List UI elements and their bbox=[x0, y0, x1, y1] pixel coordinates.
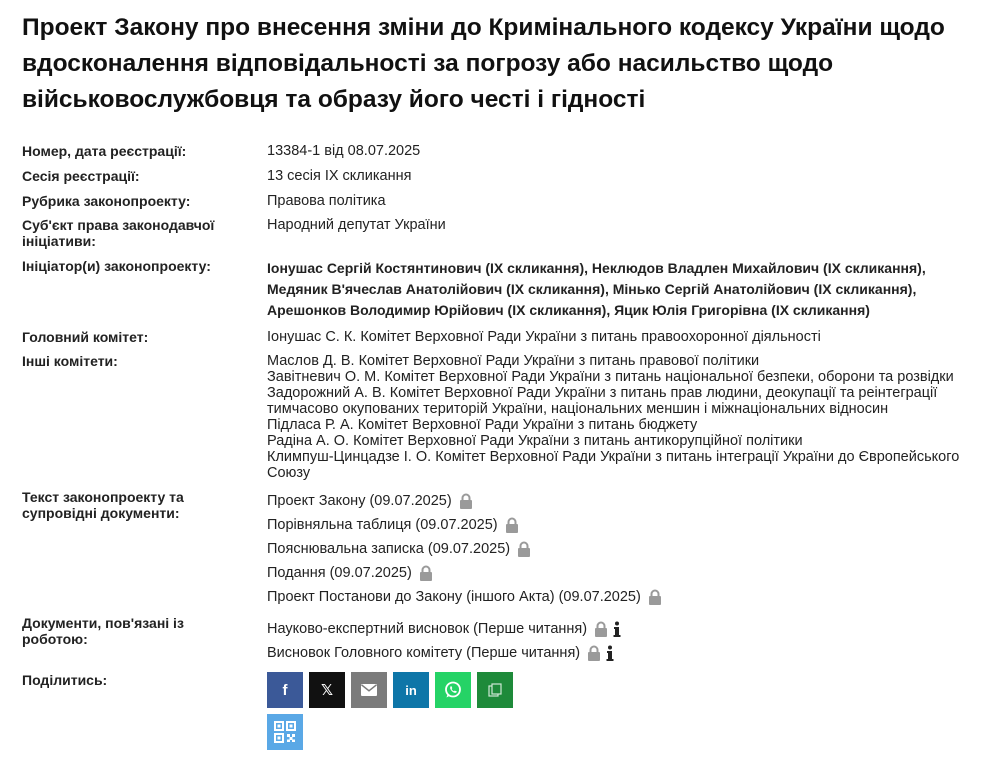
field-initiators-value[interactable]: Іонушас Сергій Костянтинович (IX скликання), Неклюдов Владлен Михайлович (IX скликання), Медяник В'ячеслав Анатолійович (IX скликання), Мінько Сергій Анатолійович (IX скликання), Арешонков Володимир Юрійович (IX скликання), Яцик Юлія Григорівна (IX скликання) bbox=[267, 260, 926, 318]
committee-item: Радіна А. О. Комітет Верховної Ради України з питань антикорупційної політики bbox=[267, 433, 803, 449]
doc-item[interactable] bbox=[267, 489, 987, 513]
related-item-label[interactable]: Висновок Головного комітету (Перше читання) bbox=[267, 645, 581, 661]
lock-icon bbox=[517, 541, 531, 557]
committee-item: Задорожний А. В. Комітет Верховної Ради України з питань прав людини, деокупації та реінтеграції тимчасово окупованих територій України, національних меншин і міжнаціональних відносин bbox=[267, 385, 938, 417]
mail-icon bbox=[361, 684, 377, 696]
doc-item-label[interactable]: Пояснювальна записка (09.07.2025) bbox=[267, 541, 511, 557]
lock-icon bbox=[594, 621, 608, 637]
doc-item[interactable] bbox=[267, 513, 987, 537]
related-list bbox=[267, 617, 987, 665]
field-rubric-value: Правова політика bbox=[267, 193, 386, 209]
qr-code-icon bbox=[274, 721, 296, 743]
related-item[interactable] bbox=[267, 617, 987, 641]
share-whatsapp-button[interactable] bbox=[435, 672, 471, 708]
lock-icon bbox=[505, 517, 519, 533]
field-main-committee-label: Головний комітет: bbox=[22, 329, 149, 345]
field-main-committee-value: Іонушас С. К. Комітет Верховної Ради України з питань правоохоронної діяльності bbox=[267, 329, 821, 345]
doc-item[interactable] bbox=[267, 585, 987, 609]
share-email-button[interactable] bbox=[351, 672, 387, 708]
field-session-label: Сесія реєстрації: bbox=[22, 168, 140, 184]
facebook-icon: f bbox=[282, 681, 288, 699]
field-rubric-label: Рубрика законопроекту: bbox=[22, 193, 191, 209]
share-qr-button[interactable] bbox=[267, 714, 303, 750]
texts-list bbox=[267, 489, 987, 609]
field-subject-value: Народний депутат України bbox=[267, 217, 446, 233]
related-item-label[interactable]: Науково-експертний висновок (Перше читання) bbox=[267, 621, 588, 637]
field-share-label: Поділитись: bbox=[22, 672, 108, 688]
doc-item-label[interactable]: Подання (09.07.2025) bbox=[267, 565, 412, 581]
field-related-label: Документи, пов'язані із роботою: bbox=[22, 615, 184, 647]
committee-item: Маслов Д. В. Комітет Верховної Ради України з питань правової політики bbox=[267, 353, 760, 369]
share-copy-button[interactable] bbox=[477, 672, 513, 708]
page-title: Проект Закону про внесення зміни до Кримінального кодексу України щодо вдосконалення відповідальності за погрозу або насильство щодо військовослужбовця та образу його честі і гідності bbox=[22, 14, 945, 113]
lock-icon bbox=[459, 493, 473, 509]
share-buttons bbox=[267, 672, 513, 708]
info-icon[interactable] bbox=[606, 645, 614, 661]
field-texts-label: Текст законопроекту та супровідні документи: bbox=[22, 489, 184, 521]
info-icon[interactable] bbox=[613, 621, 621, 637]
linkedin-icon: in bbox=[405, 682, 417, 698]
field-subject-label: Суб'єкт права законодавчої ініціативи: bbox=[22, 217, 215, 249]
related-item[interactable] bbox=[267, 641, 987, 665]
committee-item: Климпуш-Цинцадзе І. О. Комітет Верховної Ради України з питань інтеграції України до Європейського Союзу bbox=[267, 449, 960, 481]
copy-icon bbox=[488, 683, 502, 697]
whatsapp-icon bbox=[444, 681, 462, 699]
other-committees-list bbox=[267, 353, 967, 481]
doc-item[interactable] bbox=[267, 561, 987, 585]
field-initiators-label: Ініціатор(и) законопроекту: bbox=[22, 258, 211, 274]
doc-item[interactable] bbox=[267, 537, 987, 561]
committee-item: Підласа Р. А. Комітет Верховної Ради України з питань бюджету bbox=[267, 417, 698, 433]
field-number-label: Номер, дата реєстрації: bbox=[22, 143, 187, 159]
committee-item: Завітневич О. М. Комітет Верховної Ради України з питань національної безпеки, оборони та розвідки bbox=[267, 369, 954, 385]
field-other-committees-label: Інші комітети: bbox=[22, 353, 118, 369]
lock-icon bbox=[648, 589, 662, 605]
share-linkedin-button[interactable] bbox=[393, 672, 429, 708]
x-icon: 𝕏 bbox=[320, 682, 334, 699]
share-facebook-button[interactable] bbox=[267, 672, 303, 708]
lock-icon bbox=[419, 565, 433, 581]
share-x-button[interactable] bbox=[309, 672, 345, 708]
lock-icon bbox=[587, 645, 601, 661]
field-session-value: 13 сесія IX скликання bbox=[267, 168, 412, 184]
field-number-value: 13384-1 від 08.07.2025 bbox=[267, 143, 421, 159]
doc-item-label[interactable]: Порівняльна таблиця (09.07.2025) bbox=[267, 517, 498, 533]
doc-item-label[interactable]: Проект Постанови до Закону (іншого Акта) (09.07.2025) bbox=[267, 589, 641, 605]
doc-item-label[interactable]: Проект Закону (09.07.2025) bbox=[267, 493, 452, 509]
